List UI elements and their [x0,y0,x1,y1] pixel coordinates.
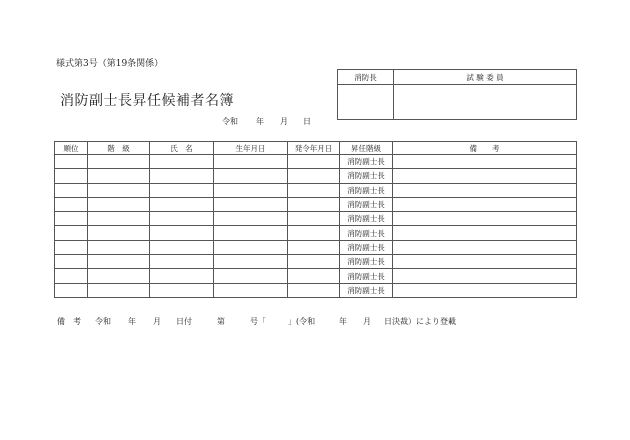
table-cell[interactable] [150,212,214,226]
form-number: 様式第3号（第19条関係） [56,59,164,69]
table-cell[interactable] [393,226,577,240]
table-row [55,212,577,226]
table-cell[interactable] [150,269,214,283]
date-year: 年 [256,117,264,126]
table-cell[interactable] [288,212,340,226]
remarks-year: 年 [128,317,136,326]
header-notes: 備 考 [393,142,577,155]
table-cell[interactable] [55,183,88,197]
table-cell[interactable] [393,240,577,254]
table-cell[interactable] [150,169,214,183]
table-cell[interactable] [88,155,150,169]
chief-seal-cell[interactable] [338,85,394,120]
table-cell[interactable] [393,169,577,183]
promotion-rank-cell[interactable]: 消防副士長 [340,255,393,269]
table-cell[interactable] [214,197,288,211]
table-cell[interactable] [288,240,340,254]
candidate-table [54,141,577,298]
table-header [55,142,577,155]
remarks-day: 日付 [176,317,192,326]
table-cell[interactable] [55,283,88,297]
table-row [55,283,577,297]
remarks-month2: 月 [363,317,371,326]
header-rank-order: 順位 [55,142,88,155]
table-row [55,240,577,254]
header-promotion-rank: 昇任階級 [340,142,393,155]
table-cell[interactable] [88,183,150,197]
table-row [55,155,577,169]
table-cell[interactable] [150,183,214,197]
remarks-label: 備 考 [57,317,81,326]
table-cell[interactable] [288,197,340,211]
table-cell[interactable] [55,269,88,283]
committee-label: 試 験 委 員 [394,70,577,85]
remarks-month: 月 [153,317,161,326]
header-birthdate: 生年月日 [214,142,288,155]
table-cell[interactable] [288,169,340,183]
table-cell[interactable] [55,212,88,226]
remarks-suffix: 日決裁）により登載 [384,317,456,326]
promotion-rank-cell[interactable]: 消防副士長 [340,169,393,183]
remarks-year2: 年 [339,317,347,326]
promotion-rank-cell[interactable]: 消防副士長 [340,240,393,254]
header-grade: 階 級 [88,142,150,155]
table-cell[interactable] [393,155,577,169]
promotion-rank-cell[interactable]: 消防副士長 [340,269,393,283]
table-cell[interactable] [214,283,288,297]
table-cell[interactable] [150,226,214,240]
table-cell[interactable] [288,283,340,297]
date-day: 日 [303,117,311,126]
table-cell[interactable] [288,155,340,169]
table-cell[interactable] [288,183,340,197]
promotion-rank-cell[interactable]: 消防副士長 [340,197,393,211]
table-cell[interactable] [393,183,577,197]
table-cell[interactable] [214,255,288,269]
header-issue-date: 発令年月日 [288,142,340,155]
table-cell[interactable] [214,183,288,197]
table-cell[interactable] [88,226,150,240]
table-cell[interactable] [55,197,88,211]
promotion-rank-cell[interactable]: 消防副士長 [340,155,393,169]
table-row [55,183,577,197]
approval-box [337,69,577,120]
promotion-rank-cell[interactable]: 消防副士長 [340,212,393,226]
table-cell[interactable] [55,226,88,240]
table-cell[interactable] [288,255,340,269]
chief-label: 消防長 [338,70,394,85]
table-cell[interactable] [288,226,340,240]
header-name: 氏 名 [150,142,214,155]
remarks-go: 号「 [250,317,266,326]
table-cell[interactable] [393,283,577,297]
table-cell[interactable] [214,240,288,254]
table-cell[interactable] [150,240,214,254]
table-row [55,197,577,211]
table-cell[interactable] [393,212,577,226]
table-cell[interactable] [150,283,214,297]
table-cell[interactable] [288,269,340,283]
table-cell[interactable] [88,169,150,183]
promotion-rank-cell[interactable]: 消防副士長 [340,183,393,197]
committee-seal-cell[interactable] [394,85,577,120]
table-cell[interactable] [150,155,214,169]
table-cell[interactable] [55,169,88,183]
document-title: 消防副士長昇任候補者名簿 [60,93,234,109]
table-cell[interactable] [150,255,214,269]
promotion-rank-cell[interactable]: 消防副士長 [340,226,393,240]
remarks-era: 令和 [95,317,111,326]
date-era: 令和 [222,117,238,126]
table-cell[interactable] [150,197,214,211]
remarks-close: 」(令和 [288,317,316,326]
table-cell[interactable] [88,269,150,283]
table-cell[interactable] [88,197,150,211]
table-cell[interactable] [214,155,288,169]
table-cell[interactable] [88,212,150,226]
table-row [55,269,577,283]
table-cell[interactable] [393,197,577,211]
table-cell[interactable] [88,240,150,254]
date-month: 月 [280,117,288,126]
table-cell[interactable] [214,212,288,226]
table-cell[interactable] [393,255,577,269]
table-cell[interactable] [393,269,577,283]
table-cell[interactable] [88,283,150,297]
table-row [55,226,577,240]
table-cell[interactable] [88,255,150,269]
promotion-rank-cell[interactable]: 消防副士長 [340,283,393,297]
table-row [55,169,577,183]
table-cell[interactable] [55,240,88,254]
table-cell[interactable] [55,255,88,269]
table-cell[interactable] [55,155,88,169]
remarks-dai: 第 [217,317,225,326]
table-cell[interactable] [214,226,288,240]
table-cell[interactable] [214,169,288,183]
table-row [55,255,577,269]
table-cell[interactable] [214,269,288,283]
